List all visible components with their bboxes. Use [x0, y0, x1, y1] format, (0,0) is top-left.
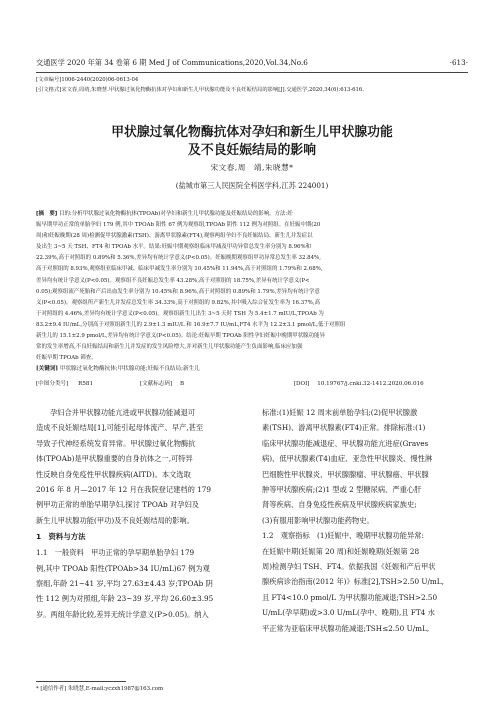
abstract-line: [摘 要] 目的:分析甲状腺过氧化物酶抗体(TPOAb)对孕妇和新生儿甲状腺功能及妊娠结局的影响。方法:妊 [36, 211, 293, 217]
abstract-line: 高于对照组的 8.93%,观察组亚临床甲减、临床甲减发生率分别为 10.45%和 11.94%,高于对照组的 1.79%和 2.68%, [36, 266, 323, 273]
clc-label: [中图分类号] [36, 381, 69, 387]
left-column [36, 405, 242, 622]
body-line: 性反映自身免疫性甲状腺疾病(AITD)。本文选取 [36, 469, 191, 479]
article-number: [文章编号]1006-2440(2020)06-0613-04 [36, 77, 139, 83]
abstract-line: 83.2±9.4 IU/mL,分别高于对照组新生儿的 2.9±1.3 mIU/L 和 16.9±7.7 IU/mL,FT4 水平为 12.2±3.1 pmol/L,低于对照组 [36, 321, 346, 328]
doc-code-label: [文献标志码] [139, 381, 173, 387]
journal-info: 交通医学 2020 年第 34 卷第 6 期 Med J of Communications,2020,Vol.34,No.6 [36, 58, 308, 67]
body-line: 造成不良妊娠结局[1],可能引起母体流产、早产,甚至 [36, 423, 204, 433]
citation-format: [引文格式]宋文春,周靖,朱晓慧.甲状腺过氧化物酶抗体对孕妇和新生儿甲状腺功能及不良妊娠结局的影响[J].交通医学,2020,34(6):613-616. [36, 87, 364, 93]
abstract-line: 于对照组的 4.46%,差异均有统计学意义(P<0.05)。观察组新生儿出生 3~5 天时 TSH 为 5.4±1.7 mIU/L,TPOAb 为 [36, 310, 324, 317]
body-line: 例,其中 TPOAb 阳性(TPOAb>34 IU/mL)67 例为观 [36, 563, 210, 573]
body-line: 察组,年龄 21~41 岁,平均 27.63±4.43 岁;TPOAb 阴 [36, 579, 213, 589]
affiliation: (盐城市第三人民医院全科医学科,江苏 224001) [175, 181, 329, 190]
abstract-line: 妊娠早期 TPOAb 筛查。 [36, 355, 97, 362]
abstract-line: 差异均有统计学意义(P<0.05)。观察组不良妊娠总发生率 43.28%,高于对照组的 18.75%,差异有统计学意义(P< [36, 277, 310, 284]
body-line: 临床甲状腺功能减退症、甲状腺功能亢进症(Graves [262, 438, 429, 448]
body-line: 病)、低甲状腺素(T4)血症、亚急性甲状腺炎、慢性淋 [262, 454, 433, 464]
keywords [36, 364, 468, 372]
abstract [36, 209, 468, 364]
doc-code-value: B [180, 381, 185, 387]
doi-label: [DOI] [293, 381, 310, 387]
footnote-divider [36, 681, 126, 682]
running-header [36, 58, 468, 68]
body-line: 肿等甲状腺疾病;(2)1 型或 2 型糖尿病、严重心肝 [262, 485, 422, 495]
authors: 宋文春,周 靖,朱晓慧* [210, 163, 294, 172]
body-line: 孕妇合并甲状腺功能亢进或甲状腺功能减退可 [50, 408, 196, 417]
abstract-line: 22.39%,高于对照组的 0.89%和 5.36%,差异均有统计学意义(P<0.05)。妊娠晚期观察组甲功异常总发生率 32.84%, [36, 255, 321, 262]
right-column [262, 405, 468, 636]
doi-value: 10.19767/j.cnki.32-1412.2020.06.016 [317, 381, 424, 387]
header-divider [36, 72, 468, 73]
body-line: 标准:(1)妊娠 12 周末前单胎孕妇;(2)促甲状腺激 [262, 408, 418, 417]
body-line: 性 112 例为对照组,年龄 23~39 岁,平均 26.60±3.95 [36, 594, 214, 604]
title-line-1: 甲状腺过氧化物酶抗体对孕妇和新生儿甲状腺功能 [111, 125, 393, 140]
body-line: 巴细胞性甲状腺炎、甲状腺腺瘤、甲状腺癌、甲状腺 [262, 469, 429, 479]
abstract-line: 0.05);观察组流产死胎和产后出血发生率分别为 10.45%和 8.96%,高于对照组的 0.89%和 1.79%,差异均有统计学意 [36, 288, 320, 295]
body-line: (3)有服用影响甲状腺功能药物史。 [262, 515, 374, 525]
body-line: 体(TPOAb)是甲状腺重要的自身抗体之一,可特异 [36, 454, 193, 464]
keywords-text: 甲状腺过氧化物酶抗体;甲状腺功能;妊娠不良结局;新生儿 [59, 366, 200, 372]
body-line: 素(TSH)、游离甲状腺素(FT4)正常。排除标准:(1) [262, 423, 426, 433]
body-line: 2016 年 8 月—2017 年 12 月在我院登记建档的 179 [36, 485, 211, 495]
body-line: 且 FT4<10.0 pmol/L 为甲状腺功能减退;TSH>2.50 [262, 592, 438, 602]
abstract-line: 娠早期甲功正常的单胎孕妇 179 例,其中 TPOAb 阳性 67 例为观察组,TPOAb 阴性 112 例为对照组。在妊娠中期(20 [36, 222, 321, 229]
body-line: 例甲功正常的单胎早期孕妇,探讨 TPOAb 对孕妇及 [36, 500, 199, 510]
title-line-2: 及不良妊娠结局的影响 [188, 143, 316, 158]
body-line: 平正常为亚临床甲状腺功能减退;TSH≤2.50 U/mL, [262, 623, 430, 633]
abstract-label: [摘 要] [36, 211, 58, 217]
body-line: 在妊娠中期(妊娠第 20 周)和妊娠晚期(妊娠第 28 [262, 546, 420, 556]
abstract-line: 周)和妊娠晚期(28 周)检测促甲状腺激素(TSH)、游离甲状腺素(FT4),观察两组孕妇不良妊娠结局、新生儿并发症以 [36, 233, 313, 240]
body-line: 肾等疾病、自身免疫性疾病及甲状腺疾病家族史; [262, 500, 417, 510]
page-number: ·613· [449, 58, 468, 67]
body-line: 新生儿甲状腺功能(甲功)及不良妊娠结局的影响。 [36, 515, 194, 525]
clc-value: R581 [78, 381, 94, 387]
classification-line [36, 379, 468, 387]
keywords-label: [关键词] [36, 366, 59, 372]
body-line: 周)检测孕妇 TSH、FT4。依据我国《妊娠和产后甲状 [262, 562, 436, 572]
body-line: U/mL(孕早期)或>3.0 U/mL(孕中、晚期),且 FT4 水 [262, 608, 435, 618]
body-line: 1.2 观察指标 (1)妊娠中、晚期甲状腺功能异常: [262, 531, 424, 541]
abstract-line: 及出生 3~5 天 TSH、FT4 和 TPOAb 水平。结果:妊娠中期观察组临床甲减及甲功异常总发生率分别为 8.96%和 [36, 244, 312, 251]
body-line: 岁。两组年龄比较,差异无统计学意义(P>0.05)。纳入 [36, 609, 209, 619]
footnote: * [通信作者] 朱晓慧,E-mail:yczxh1987@163.com [36, 686, 164, 692]
abstract-line: 新生儿的 15.1±2.9 pmol/L,差异均有统计学意义(P<0.05)。结论:妊娠早期 TPOAb 阳性孕妇妊娠中晚期甲状腺功能异 [36, 333, 325, 340]
body-line: 腺疾病诊治指南(2012 年)》标准[2],TSH>2.50 U/mL, [262, 577, 444, 587]
body-line: 1.1 一般资料 甲功正常的孕早期单胎孕妇 179 [36, 548, 195, 558]
section-heading: 1 资料与方法 [36, 532, 86, 542]
body-line: 导致子代神经系统发育异常。甲状腺过氧化物酶抗 [36, 438, 196, 448]
abstract-line: 常的发生率增高,不良妊娠结局和新生儿并发症的发生风险增大,并对新生儿甲状腺功能产生负面影响,临床应加强 [36, 344, 303, 351]
abstract-line: 义(P<0.05)。观察组所产新生儿并发症总发生率 34.33%,高于对照组的 9.82%,其中吸入综合征发生率为 16.37%,高 [36, 299, 320, 306]
